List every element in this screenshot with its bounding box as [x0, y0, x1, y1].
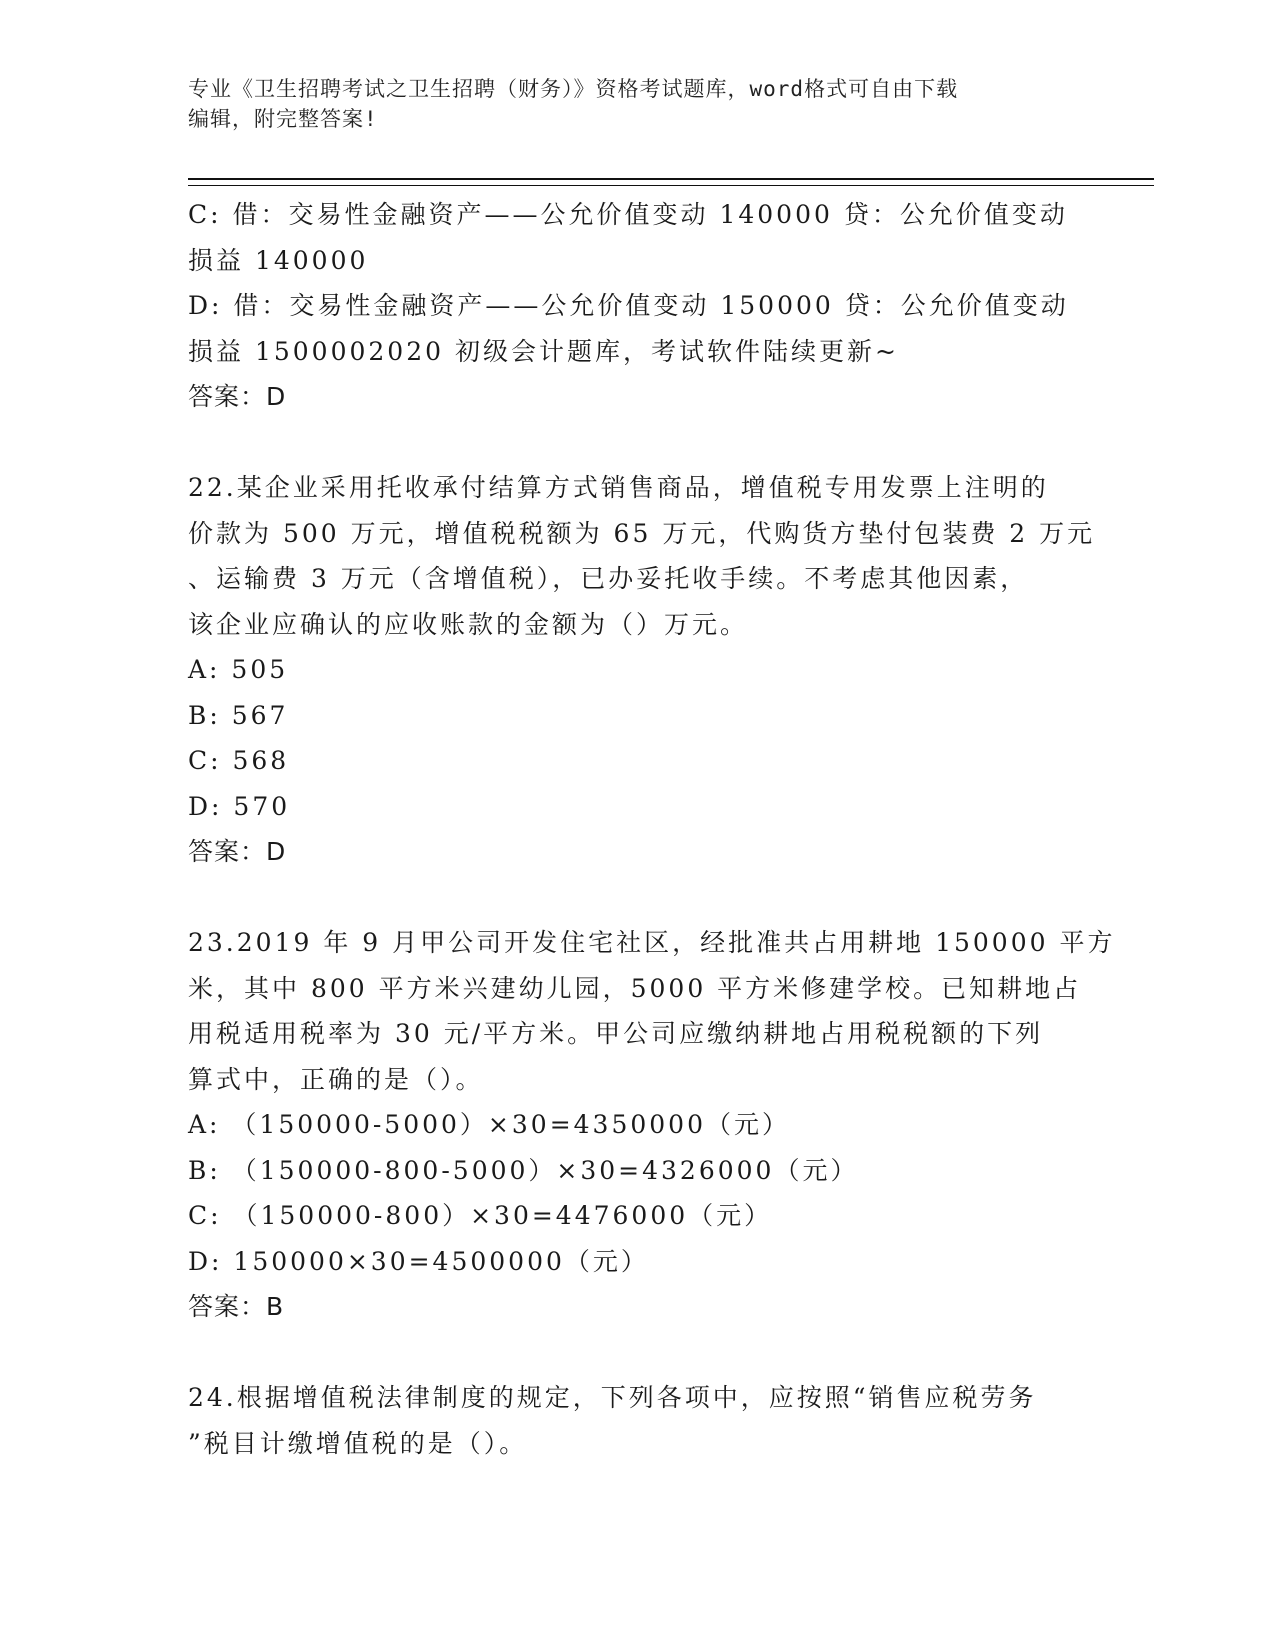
question-23 [188, 920, 1116, 1330]
q21-answer: 答案：D [188, 382, 287, 411]
header-line-2: 编辑，附完整答案! [188, 107, 378, 131]
q22-option-b: B: 567 [188, 700, 289, 730]
q23-stem-line-1: 23.2019 年 9 月甲公司开发住宅社区，经批准共占用耕地 150000 平方 [188, 928, 1116, 957]
q23-option-b: B: （150000-800-5000）×30=4326000（元） [188, 1155, 859, 1185]
q22-stem-line-3: 、运输费 3 万元（含增值税），已办妥托收手续。不考虑其他因素， [188, 564, 1029, 593]
question-22 [188, 465, 1096, 875]
q22-stem-line-1: 22.某企业采用托收承付结算方式销售商品，增值税专用发票上注明的 [188, 473, 1049, 502]
q22-option-d: D: 570 [188, 791, 291, 821]
header-divider-thick [188, 178, 1154, 180]
q22-stem-line-2: 价款为 500 万元，增值税税额为 65 万元，代购货方垫付包装费 2 万元 [188, 518, 1096, 548]
q22-option-a: A: 505 [188, 655, 289, 684]
spacer [188, 875, 1088, 921]
spacer [188, 420, 1088, 466]
q23-stem-line-3: 用税适用税率为 30 元/平方米。甲公司应缴纳耕地占用税税额的下列 [188, 1019, 1044, 1048]
q21-option-c-line-1: C: 借：交易性金融资产——公允价值变动 140000 贷：公允价值变动 [188, 200, 1068, 229]
q24-stem-line-1: 24.根据增值税法律制度的规定，下列各项中，应按照“销售应税劳务 [188, 1383, 1037, 1412]
q23-option-d: D: 150000×30=4500000（元） [188, 1246, 649, 1276]
header-line-1: 专业《卫生招聘考试之卫生招聘（财务）》资格考试题库，word格式可自由下载 [188, 77, 959, 101]
spacer [188, 1330, 1088, 1376]
q24-stem-line-2: ”税目计缴增值税的是（）。 [188, 1428, 528, 1458]
q23-stem-line-4: 算式中，正确的是（）。 [188, 1064, 484, 1094]
q23-option-a: A: （150000-5000）×30=4350000（元） [188, 1110, 790, 1139]
q22-option-c: C: 568 [188, 746, 290, 775]
question-24 [188, 1375, 1088, 1466]
q23-option-c: C: （150000-800）×30=4476000（元） [188, 1201, 773, 1230]
question-21 [188, 192, 1088, 420]
q22-answer: 答案：D [188, 837, 287, 866]
q21-option-d-line-2: 损益 1500002020 初级会计题库，考试软件陆续更新~ [188, 336, 899, 366]
header-divider-thin [188, 185, 1154, 186]
document-header [188, 74, 1088, 134]
q22-stem-line-4: 该企业应确认的应收账款的金额为（）万元。 [188, 609, 749, 639]
q23-answer: 答案：B [188, 1292, 285, 1321]
question-content [188, 192, 1116, 1466]
q23-stem-line-2: 米，其中 800 平方米兴建幼儿园，5000 平方米修建学校。已知耕地占 [188, 973, 1082, 1003]
q21-option-c-line-2: 损益 140000 [188, 245, 369, 275]
q21-option-d-line-1: D: 借：交易性金融资产——公允价值变动 150000 贷：公允价值变动 [188, 291, 1069, 320]
